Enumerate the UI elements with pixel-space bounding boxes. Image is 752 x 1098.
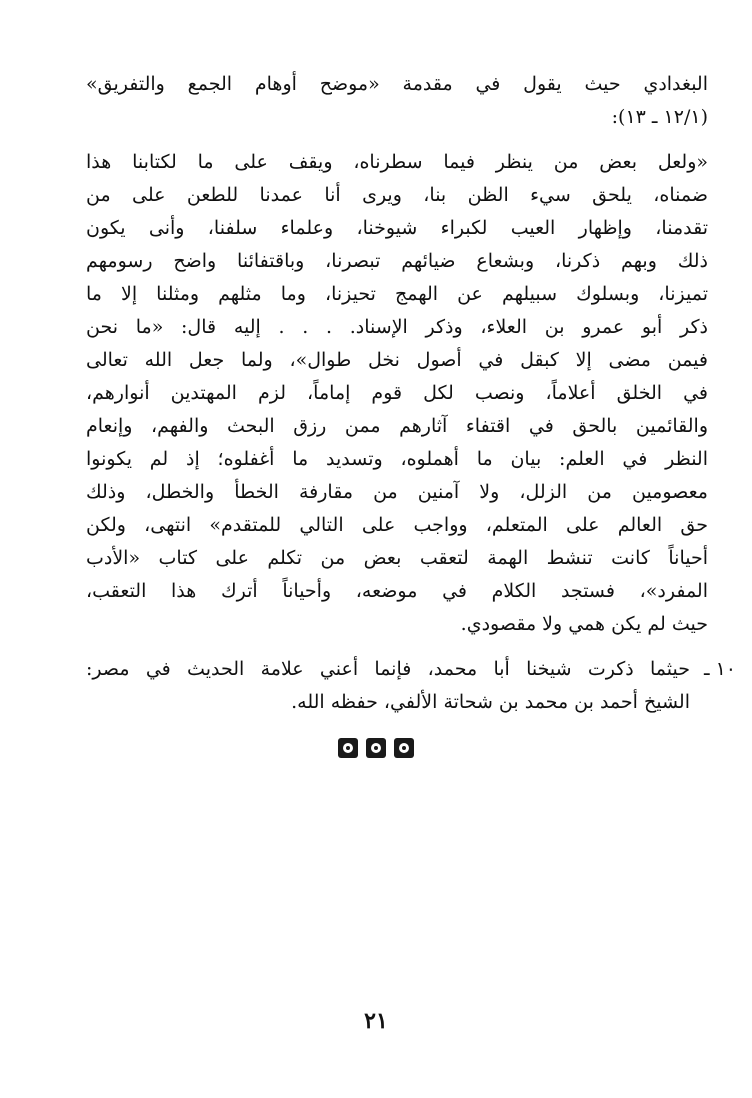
text-line: الشيخ أحمد بن محمد بن شحاتة الألفي، حفظه الله.: [291, 691, 690, 713]
ornament-icon: [394, 738, 414, 758]
text-line: ضمناه، يلحق سيء الظن بنا، ويرى أنا عمدنا للطعن على من: [86, 184, 708, 206]
page-number: ٢١: [364, 1008, 388, 1034]
text-line: ذكر أبو عمرو بن العلاء، وذكر الإسناد. . . . إليه قال: «ما نحن: [86, 316, 708, 338]
quote-paragraph: [86, 146, 708, 641]
text-line: معصومين من الزلل، ولا آمنين من مقارفة الخطأ والخطل، وذلك: [86, 481, 708, 503]
ornament-icon: [338, 738, 358, 758]
text-line: تميزنا، وبسلوك سبيلهم عن الهمج تحيزنا، وما مثلهم ومثلنا إلا ما: [86, 283, 708, 305]
footnote-number: ١٠ ـ: [703, 658, 736, 680]
footnote-10: [86, 653, 736, 719]
section-divider: [0, 738, 752, 758]
text-line: البغدادي حيث يقول في مقدمة «موضح أوهام الجمع والتفريق»: [86, 73, 708, 95]
text-line: في الخلق أعلاماً، ونصب لكل قوم إماماً، لزم المهتدين أنوارهم،: [86, 382, 708, 404]
intro-paragraph: [86, 68, 708, 134]
footnote-body: [86, 653, 690, 719]
text-line: المفرد»، فستجد الكلام في موضعه، وأحياناً أترك هذا التعقب،: [86, 580, 708, 602]
text-line: «ولعل بعض من ينظر فيما سطرناه، ويقف على ما لكتابنا هذا: [86, 151, 708, 173]
ornament-icon: [366, 738, 386, 758]
text-line: والقائمين بالحق في اقتفاء آثارهم ممن رزق البحث والفهم، وإنعام: [86, 415, 708, 437]
text-line: ذلك وبهم ذكرنا، وبشعاع ضيائهم تبصرنا، وباقتفائنا واضح رسومهم: [86, 250, 708, 272]
text-line: (١٢/١ ـ ١٣):: [611, 106, 708, 128]
text-line: أحياناً كانت تنشط الهمة لتعقب بعض من تكلم على كتاب «الأدب: [86, 547, 708, 569]
text-line: تقدمنا، وإظهار العيب لكبراء شيوخنا، وعلماء سلفنا، وأنى يكون: [86, 217, 708, 239]
text-line: حيث لم يكن همي ولا مقصودي.: [460, 613, 708, 635]
text-line: حق العالم على المتعلم، وواجب على التالي للمتقدم» انتهى، ولكن: [86, 514, 708, 536]
text-line: فيمن مضى إلا كبقل في أصول نخل طوال»، ولما جعل الله تعالى: [86, 349, 708, 371]
text-line: النظر في العلم: بيان ما أهملوه، وتسديد ما أغفلوه؛ إذ لم يكونوا: [86, 448, 708, 470]
text-line: حيثما ذكرت شيخنا أبا محمد، فإنما أعني علامة الحديث في مصر:: [86, 658, 690, 680]
